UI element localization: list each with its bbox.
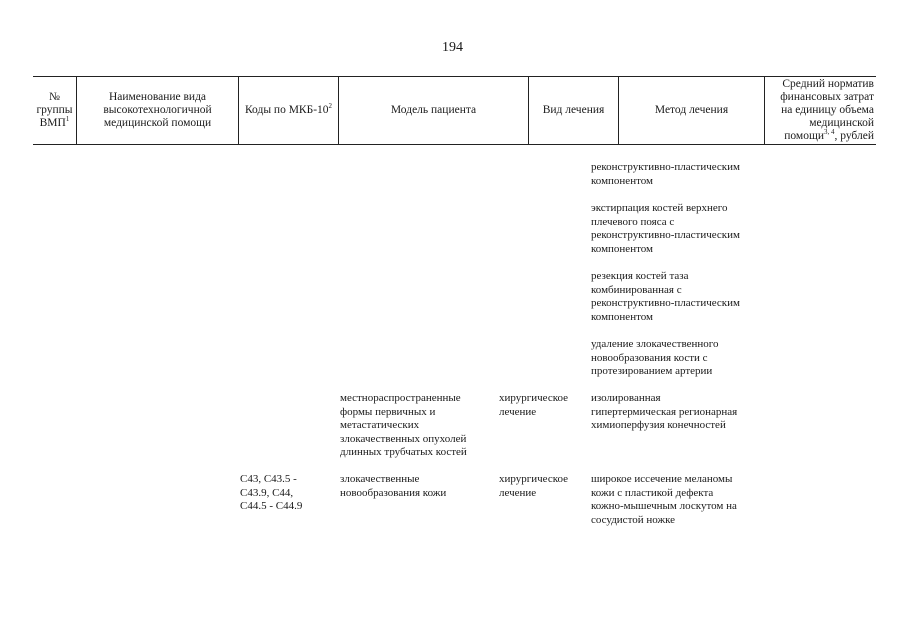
header-treatment-type [528,77,618,144]
header-treatment-type-label: Вид лечения [542,104,605,116]
patient-model-text-5: местнораспространенные формы первичных и метастатических злокачественных опухолей длинных трубчатых костей [340,392,467,459]
header-treatment-method-label: Метод лечения [654,104,729,116]
header-treatment-method [618,77,764,144]
page-number: 194 [442,40,463,55]
header-care-name [76,77,238,144]
method-text-3: резекция костей таза комбинированная с реконструктивно-пластическим компонентом [591,270,740,323]
header-group-number-label: № группы ВМП [36,91,73,129]
treatment-type-text-5: хирургическое лечение [499,392,569,418]
method-text-1: реконструктивно-пластическим компонентом [591,161,740,187]
footnote-marker: 1 [65,115,70,123]
table-header [33,76,876,145]
header-group-number [33,77,76,144]
method-text-5: изолированная гипертермическая регионарная химиоперфузия конечностей [591,392,738,432]
header-average-cost-label: Средний норматив финансовых затрат на единицу объема медицинской помощи [780,78,874,142]
footnote-marker: 3, 4 [823,128,835,136]
header-patient-model-label: Модель пациента [390,104,477,116]
header-icd-codes [238,77,338,144]
treatment-type-text-6: хирургическое лечение [499,473,569,499]
patient-model-text-6: злокачественные новообразования кожи [340,473,447,499]
footnote-marker: 2 [328,102,333,110]
header-average-cost [764,77,876,144]
header-average-cost-unit: , рублей [834,130,874,142]
header-patient-model [338,77,528,144]
method-text-4: удаление злокачественного новообразования кости с протезированием артерии [591,338,719,378]
icd-codes-text-6: C43, C43.5 - C43.9, C44, C44.5 - C44.9 [240,473,303,513]
header-icd-codes-label: Коды по МКБ-10 [244,104,329,116]
header-care-name-label: Наименование вида высокотехнологичной медицинской помощи [103,91,212,129]
method-text-2: экстирпация костей верхнего плечевого пояса с реконструктивно-пластическим компонентом [591,202,740,255]
method-text-6: широкое иссечение меланомы кожи с пластикой дефекта кожно-мышечным лоскутом на сосудистой ножке [591,473,737,526]
